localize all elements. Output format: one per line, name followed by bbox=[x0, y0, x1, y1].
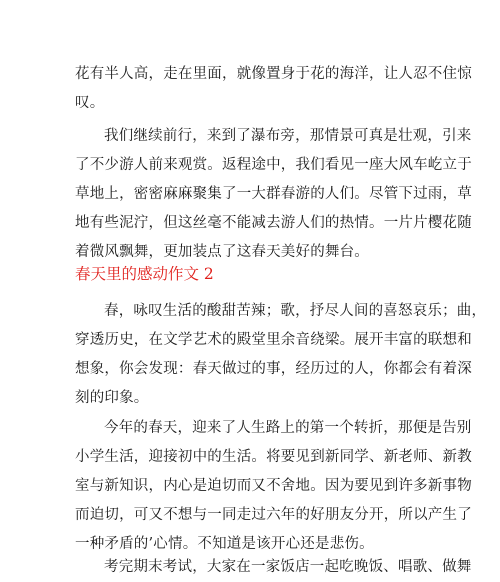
text-line: 一种矛盾的’心情。不知道是该开心还是悲伤。 bbox=[75, 536, 374, 552]
text-line: 而迫切，可又不想与一同走过六年的好朋友分开，所以产生了 bbox=[75, 507, 472, 523]
text-line: 今年的春天，迎来了人生路上的第一个转折，那便是告别 bbox=[104, 420, 472, 436]
text-line: 室与新知识，内心是迫切而又不舍地。因为要见到许多新事物 bbox=[75, 478, 472, 494]
text-line: 地有些泥泞，但这丝毫不能减去游人们的热情。一片片樱花随 bbox=[75, 215, 472, 231]
text-line: 刻的印象。 bbox=[75, 390, 149, 406]
text-line: 我们继续前行，来到了瀑布旁，那情景可真是壮观，引来 bbox=[104, 128, 472, 144]
text-line: 花有半人高，走在里面，就像置身于花的海洋，让人忍不住惊 bbox=[75, 66, 472, 82]
paragraph-1 bbox=[75, 60, 472, 118]
paragraph-2 bbox=[75, 122, 472, 267]
text-line: 草地上，密密麻麻聚集了一大群春游的人们。尽管下过雨，草 bbox=[75, 186, 472, 202]
paragraph-4 bbox=[75, 414, 472, 559]
text-line: 穿透历史，在文学艺术的殿堂里余音绕梁。展开丰富的联想和 bbox=[75, 332, 472, 348]
text-line: 春，咏叹生活的酸甜苦辣；歌，抒尽人间的喜怒哀乐；曲， bbox=[104, 303, 487, 319]
text-line: 了不少游人前来观赏。返程途中，我们看见一座大风车屹立于 bbox=[75, 157, 472, 173]
text-line: 想象，你会发现：春天做过的事，经历过的人，你都会有着深 bbox=[75, 361, 472, 377]
text-line: 着微风飘舞，更加装点了这春天美好的舞台。 bbox=[75, 244, 369, 260]
text-line: 小学生活，迎接初中的生活。将要见到新同学、新老师、新教 bbox=[75, 449, 472, 465]
text-line: 考完期末考试，大家在一家饭店一起吃晚饭、唱歌、做舞 bbox=[104, 559, 472, 575]
paragraph-5 bbox=[75, 553, 472, 582]
text-line: 叹。 bbox=[75, 95, 105, 111]
section-heading: 春天里的感动作文 2 bbox=[75, 265, 214, 283]
paragraph-3 bbox=[75, 297, 487, 413]
